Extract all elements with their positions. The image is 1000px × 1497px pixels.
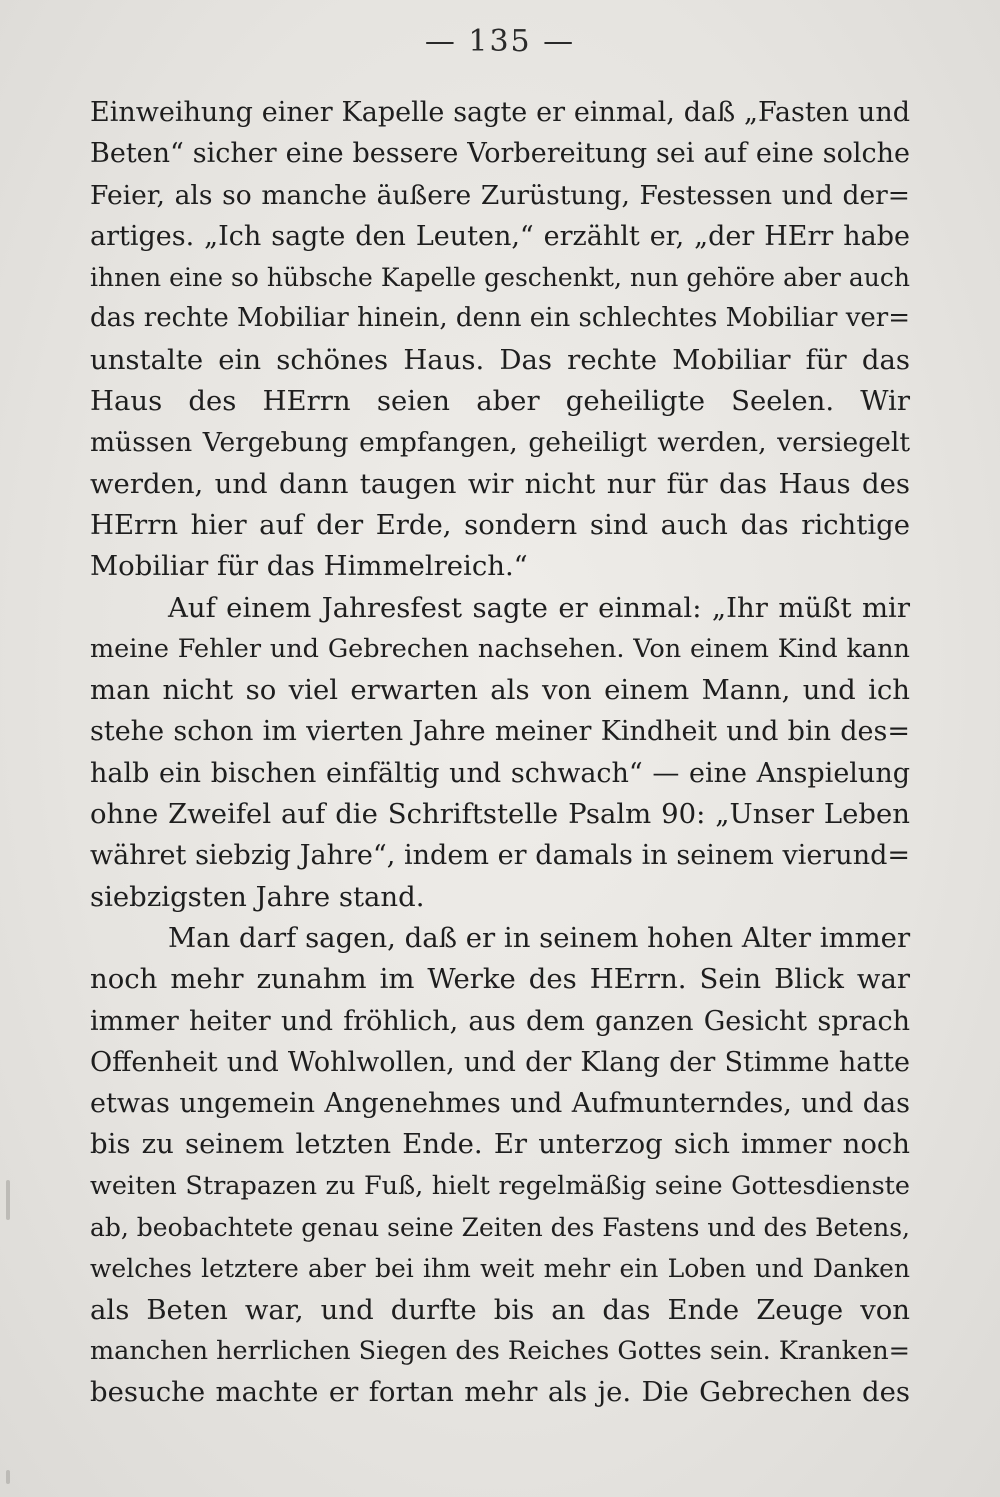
paragraph-start-line: Auf einem Jahresfest sagte er einmal: „Ihr müßt mir: [168, 591, 910, 624]
body-text: [90, 92, 910, 1414]
text-line: Beten“ sicher eine bessere Vorbereitung sei auf eine solche: [90, 138, 910, 170]
text-line: unstalte ein schönes Haus. Das rechte Mobiliar für das: [90, 343, 910, 376]
text-line: halb ein bischen einfältig und schwach“ — eine Anspielung: [90, 757, 910, 789]
text-line: bis zu seinem letzten Ende. Er unterzog sich immer noch: [90, 1128, 910, 1161]
text-line: als Beten war, und durfte bis an das Ende Zeuge von: [90, 1293, 910, 1326]
text-line: das rechte Mobiliar hinein, denn ein schlechtes Mobiliar ver=: [90, 303, 910, 334]
text-line: ab, beobachtete genau seine Zeiten des Fastens und des Betens,: [90, 1213, 910, 1243]
paragraph-end-line: siebzigsten Jahre stand.: [90, 880, 425, 913]
text-line: Einweihung einer Kapelle sagte er einmal, daß „Fasten und: [90, 97, 910, 128]
text-line: Haus des HErrn seien aber geheiligte Seelen. Wir: [90, 385, 910, 418]
text-line: werden, und dann taugen wir nicht nur für das Haus des: [90, 467, 910, 500]
text-line: ohne Zweifel auf die Schriftstelle Psalm 90: „Unser Leben: [90, 798, 910, 831]
paragraph-start-line: Man darf sagen, daß er in seinem hohen Alter immer: [168, 921, 911, 954]
text-line: meine Fehler und Gebrechen nachsehen. Von einem Kind kann: [90, 633, 910, 664]
text-line: müssen Vergebung empfangen, geheiligt werden, versiegelt: [90, 427, 910, 459]
page-number: — 135 —: [424, 24, 576, 59]
text-line: immer heiter und fröhlich, aus dem ganzen Gesicht sprach: [90, 1005, 910, 1037]
text-line: welches letztere aber bei ihm weit mehr ein Loben und Danken: [90, 1254, 910, 1284]
text-line: manchen herrlichen Siegen des Reiches Gottes sein. Kranken=: [90, 1335, 911, 1366]
text-line: besuche machte er fortan mehr als je. Die Gebrechen des: [90, 1376, 910, 1409]
text-line: noch mehr zunahm im Werke des HErrn. Sein Blick war: [90, 963, 910, 996]
text-line: etwas ungemein Angenehmes und Aufmunterndes, und das: [90, 1088, 910, 1120]
page-edge-mark: [6, 1470, 10, 1484]
text-line: Feier, als so manche äußere Zurüstung, Festessen und der=: [90, 179, 910, 211]
text-line: weiten Strapazen zu Fuß, hielt regelmäßig seine Gottesdienste: [90, 1170, 910, 1201]
text-line: währet siebzig Jahre“, indem er damals in seinem vierund=: [90, 840, 910, 872]
text-line: ihnen eine so hübsche Kapelle geschenkt, nun gehöre aber auch: [90, 263, 910, 293]
paragraph-end-line: Mobiliar für das Himmelreich.“: [90, 550, 528, 583]
text-line: stehe schon im vierten Jahre meiner Kindheit und bin des=: [90, 716, 910, 748]
text-line: Offenheit und Wohlwollen, und der Klang der Stimme hatte: [90, 1046, 910, 1078]
text-line: HErrn hier auf der Erde, sondern sind auch das richtige: [90, 508, 910, 541]
text-line: man nicht so viel erwarten als von einem Mann, und ich: [90, 674, 910, 707]
text-line: artiges. „Ich sagte den Leuten,“ erzählt er, „der HErr habe: [90, 220, 910, 252]
page-edge-mark: [6, 1180, 10, 1220]
